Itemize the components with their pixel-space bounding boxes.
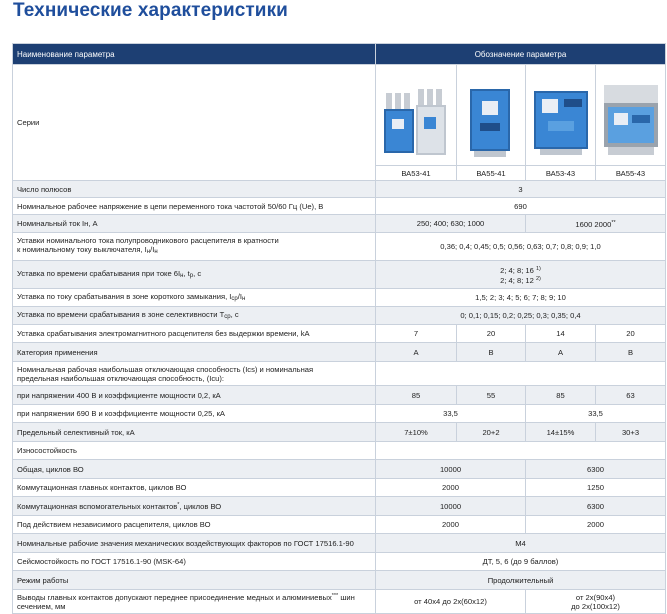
row-label: Выводы главных контактов допускают переднее присоединение медных и алюминиевых*** шин сечением, мм: [13, 590, 376, 614]
row-label: Номинальный ток Iн, А: [13, 215, 376, 233]
row-value: 7±10%: [376, 423, 457, 442]
product-image-va55-41: [457, 65, 526, 166]
row-value: 20: [457, 325, 526, 343]
row-value: 10000: [376, 460, 526, 479]
table-row-short: [13, 289, 666, 307]
table-row-voltage: [13, 198, 666, 215]
row-value: 6300: [526, 460, 666, 479]
row-value: 10000: [376, 497, 526, 516]
row-label: Уставки номинального тока полупроводникового расцепителя в кратности к номинальному току выключателя, $I_н/I_н$: [13, 233, 376, 261]
row-value: 85: [526, 386, 596, 405]
row-value: 250; 400; 630; 1000: [376, 215, 526, 233]
row-value: 2000: [376, 479, 526, 497]
row-value: М4: [376, 534, 666, 553]
row-value: В: [457, 343, 526, 362]
table-row-at690: [13, 405, 666, 423]
table-row-setting: [13, 233, 666, 261]
table-row-main-contacts: [13, 479, 666, 497]
row-value: 6300: [526, 497, 666, 516]
table-row-at400: [13, 386, 666, 405]
row-label: при напряжении 690 В и коэффициенте мощности 0,25, кА: [13, 405, 376, 423]
row-value: 63: [596, 386, 666, 405]
table-row-mode: [13, 571, 666, 590]
row-value: 20+2: [457, 423, 526, 442]
spec-table: [12, 43, 666, 614]
row-value: 2000: [526, 516, 666, 534]
row-value: 20: [596, 325, 666, 343]
table-row-breaking: [13, 362, 666, 386]
row-value: 14±15%: [526, 423, 596, 442]
row-value: от 40х4 до 2х(60х12): [376, 590, 526, 614]
row-label: Под действием независимого расцепителя, циклов ВО: [13, 516, 376, 534]
row-value: 0,36; 0,4; 0,45; 0,5; 0,56; 0,63; 0,7; 0,8; 0,9; 1,0: [376, 233, 666, 261]
row-label: Номинальные рабочие значения механических воздействующих факторов по ГОСТ 17516.1-90: [13, 534, 376, 553]
series-name: ВА55-41: [457, 166, 526, 181]
table-row-current: [13, 215, 666, 233]
row-value: 2000: [376, 516, 526, 534]
row-value: 0; 0,1; 0,15; 0,2; 0,25; 0,3; 0,35; 0,4: [376, 307, 666, 325]
row-value: А: [526, 343, 596, 362]
row-label: Уставка срабатывания электромагнитного расцепителя без выдержки времени, kA: [13, 325, 376, 343]
row-value: 1600 2000**: [526, 215, 666, 233]
row-value: 30+3: [596, 423, 666, 442]
row-value: 55: [457, 386, 526, 405]
series-name: ВА53-41: [376, 166, 457, 181]
table-row-wear: [13, 442, 666, 460]
header-param-value: Обозначение параметра: [376, 44, 666, 65]
row-label: Категория применения: [13, 343, 376, 362]
table-row-electromag: [13, 325, 666, 343]
table-row-mechanical: [13, 534, 666, 553]
row-value: ДТ, 5, 6 (до 9 баллов): [376, 553, 666, 571]
row-label: Номинальная рабочая наибольшая отключающая способность (Ics) и номинальная предельная наибольшая отключающая способность, (Icu):: [13, 362, 376, 386]
table-row-time6: [13, 261, 666, 289]
row-label: Номинальное рабочее напряжение в цепи переменного тока частотой 50/60 Гц (Ue), В: [13, 198, 376, 215]
row-label: Уставка по времени срабатывания при токе $6I_н$, $t_р$, с: [13, 261, 376, 289]
row-value: В: [596, 343, 666, 362]
row-label: Износостойкость: [13, 442, 376, 460]
row-value: 14: [526, 325, 596, 343]
row-label: Коммутационная вспомогательных контактов*, циклов ВО: [13, 497, 376, 516]
row-value: 1250: [526, 479, 666, 497]
row-value: Продолжительный: [376, 571, 666, 590]
row-value: 7: [376, 325, 457, 343]
row-value: 2; 4; 8; 16 $^{1)}$ 2; 4; 8; 12 $^{2)}$: [376, 261, 666, 289]
table-header-row: [13, 44, 666, 65]
row-value: 3: [376, 181, 666, 198]
row-label: Коммутационная главных контактов, циклов ВО: [13, 479, 376, 497]
series-images-row: [13, 65, 666, 166]
row-value: 1,5; 2; 3; 4; 5; 6; 7; 8; 9; 10: [376, 289, 666, 307]
row-value: 85: [376, 386, 457, 405]
row-label: Общая, циклов ВО: [13, 460, 376, 479]
product-image-va53-41: [376, 65, 457, 166]
table-row-limit: [13, 423, 666, 442]
table-row-total: [13, 460, 666, 479]
series-name: ВА53-43: [526, 166, 596, 181]
table-row-terminals: [13, 590, 666, 614]
row-label: при напряжении 400 В и коэффициенте мощности 0,2, кА: [13, 386, 376, 405]
page-title: Технические характеристики: [13, 0, 288, 21]
row-label-series: Серии: [13, 65, 376, 181]
product-image-va53-43: [526, 65, 596, 166]
header-param-name: Наименование параметра: [13, 44, 376, 65]
row-label: Режим работы: [13, 571, 376, 590]
series-name: ВА55-43: [596, 166, 666, 181]
row-label: Сейсмостойкость по ГОСТ 17516.1-90 (MSK-64): [13, 553, 376, 571]
table-row-aux-contacts: [13, 497, 666, 516]
row-value: от 2х(90х4) до 2х(100х12): [526, 590, 666, 614]
table-row-independent: [13, 516, 666, 534]
row-value: 33,5: [376, 405, 526, 423]
table-row-poles: [13, 181, 666, 198]
table-row-selective: [13, 307, 666, 325]
row-label: Уставка по времени срабатывания в зоне селективности $T_{ср}$, с: [13, 307, 376, 325]
table-row-seismic: [13, 553, 666, 571]
table-row-category: [13, 343, 666, 362]
row-value: А: [376, 343, 457, 362]
product-image-va55-43: [596, 65, 666, 166]
row-value: 33,5: [526, 405, 666, 423]
row-label: Число полюсов: [13, 181, 376, 198]
row-label: Уставка по току срабатывания в зоне короткого замыкания, $I_{ср}/I_н$: [13, 289, 376, 307]
row-label: Предельный селективный ток, кА: [13, 423, 376, 442]
row-value: 690: [376, 198, 666, 215]
